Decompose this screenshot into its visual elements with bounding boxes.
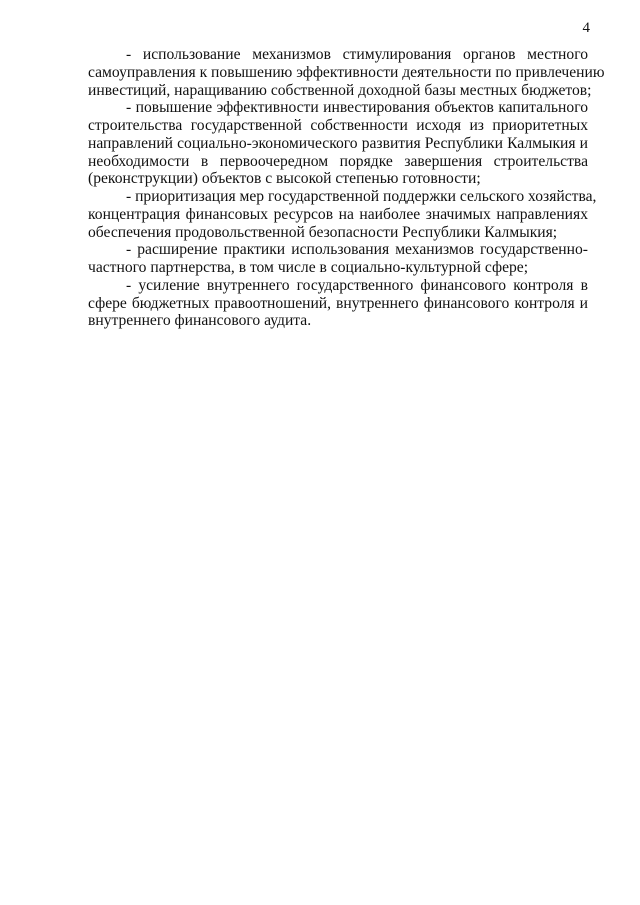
text-line: концентрация финансовых ресурсов на наиболее значимых направлениях [88, 205, 588, 223]
paragraph [88, 46, 605, 99]
page-number: 4 [582, 20, 590, 36]
document-body [88, 46, 605, 330]
text-line: внутреннего финансового аудита. [88, 312, 312, 330]
text-line: инвестиций, наращиванию собственной доходной базы местных бюджетов; [88, 81, 592, 99]
paragraph [88, 277, 588, 330]
text-line: - повышение эффективности инвестирования объектов капитального [126, 99, 588, 117]
paragraph [88, 99, 588, 188]
text-line: сфере бюджетных правоотношений, внутреннего финансового контроля и [88, 294, 588, 312]
text-line: необходимости в первоочередном порядке завершения строительства [88, 152, 588, 170]
text-line: - приоритизация мер государственной поддержки сельского хозяйства, [126, 188, 597, 205]
text-line: самоуправления к повышению эффективности деятельности по привлечению [88, 63, 605, 81]
text-line: - расширение практики использования механизмов государственно- [126, 241, 588, 259]
text-line: строительства государственной собственности исходя из приоритетных [88, 117, 588, 134]
text-line: - использование механизмов стимулирования органов местного [126, 46, 588, 63]
text-line: направлений социально-экономического развития Республики Калмыкия и [88, 134, 588, 152]
paragraph [88, 241, 588, 277]
text-line: частного партнерства, в том числе в социально-культурной сфере; [88, 259, 529, 276]
paragraph [88, 188, 597, 241]
text-line: (реконструкции) объектов с высокой степенью готовности; [88, 170, 481, 188]
text-line: обеспечения продовольственной безопасности Республики Калмыкия; [88, 223, 558, 241]
text-line: - усиление внутреннего государственного финансового контроля в [126, 276, 588, 294]
